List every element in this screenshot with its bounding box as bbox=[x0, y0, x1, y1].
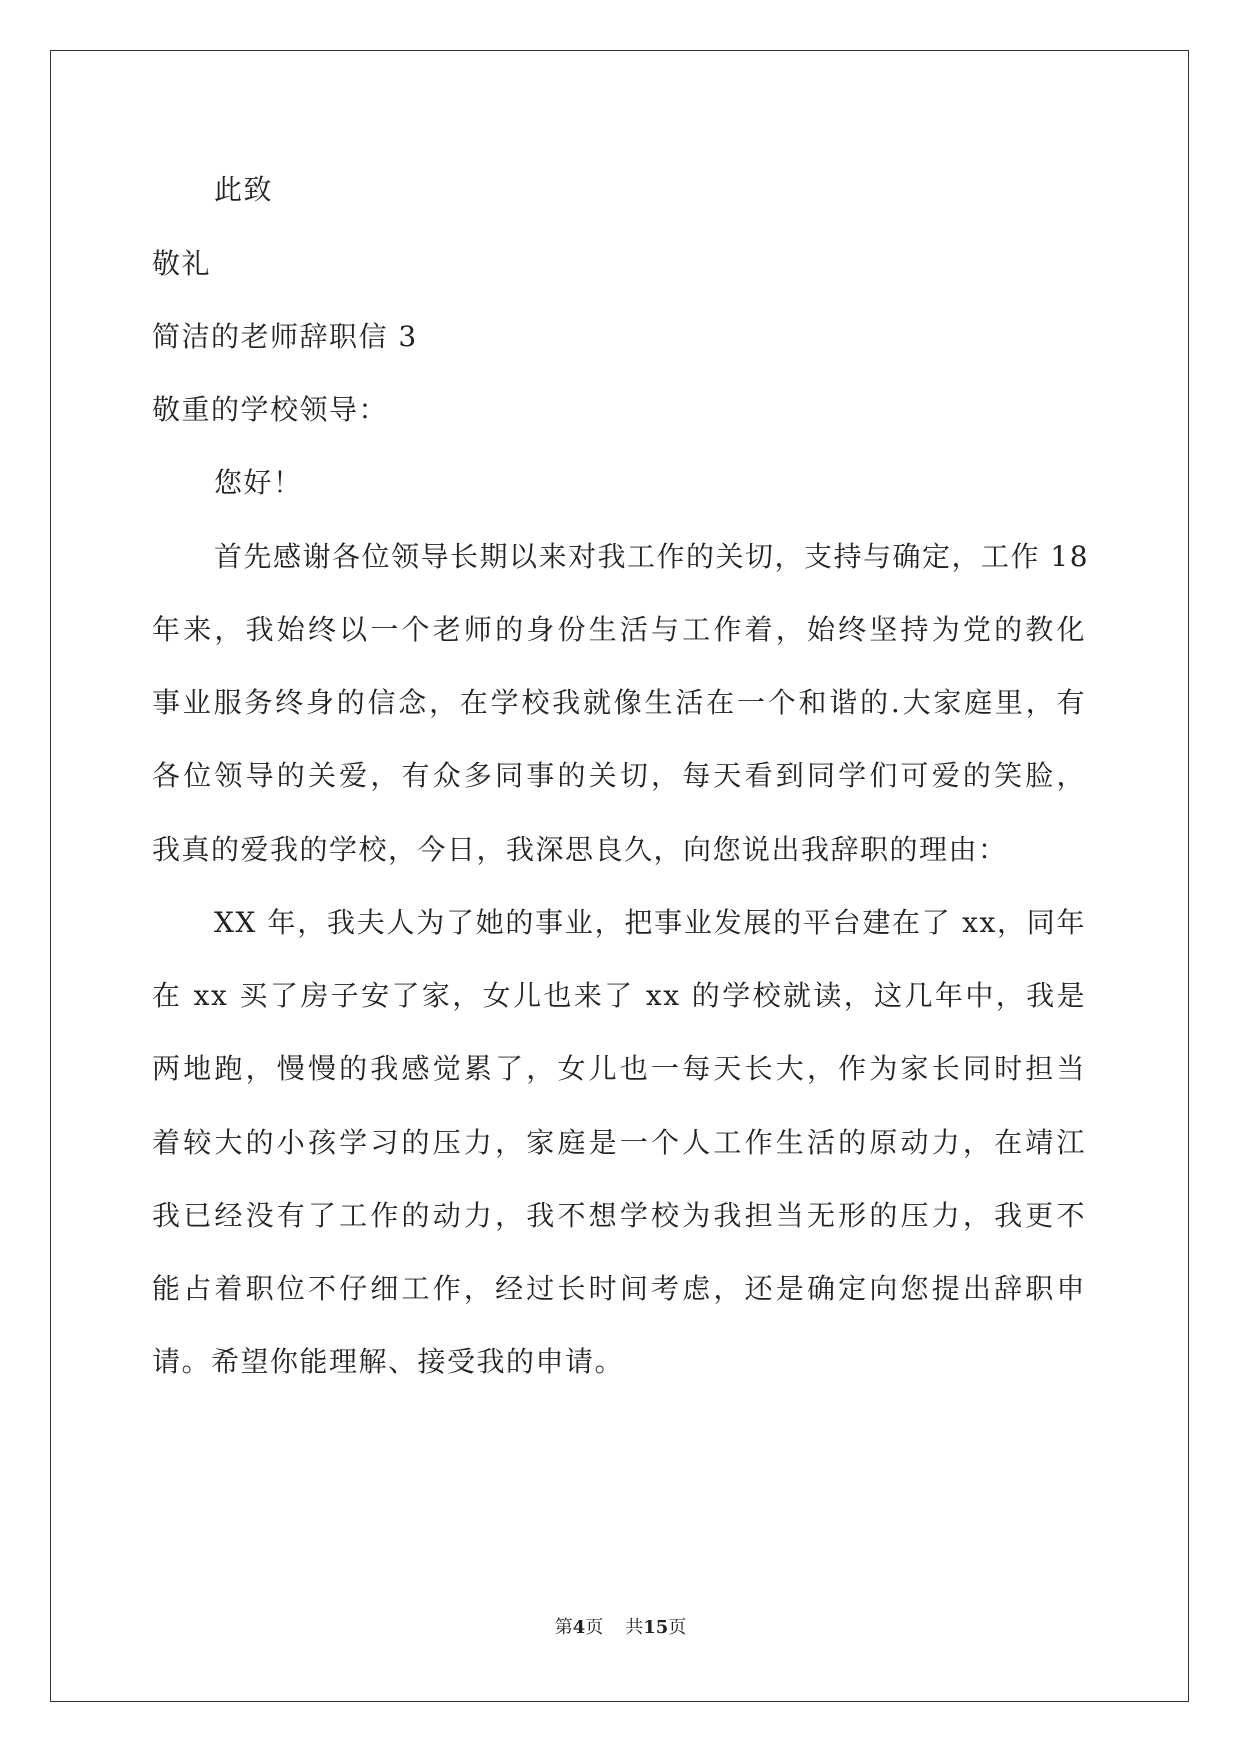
closing-salutation: 此致 bbox=[214, 173, 274, 206]
paragraph-1-line-1: 首先感谢各位领导长期以来对我工作的关切，支持与确定，工作 18 bbox=[214, 540, 1090, 573]
page-footer bbox=[0, 1616, 1241, 1640]
page-frame bbox=[50, 50, 1189, 1702]
paragraph-1-line-3: 事业服务终身的信念，在学校我就像生活在一个和谐的.大家庭里，有 bbox=[152, 686, 1086, 719]
paragraph-2-line-2: 在 xx 买了房子安了家，女儿也来了 xx 的学校就读，这几年中，我是 bbox=[152, 979, 1086, 1012]
page-label-suffix: 页 bbox=[585, 1617, 604, 1638]
paragraph-1-line-4: 各位领导的关爱，有众多同事的关切，每天看到同学们可爱的笑脸， bbox=[152, 759, 1086, 792]
letter-addressee: 敬重的学校领导： bbox=[152, 393, 389, 426]
current-page-number: 4 bbox=[572, 1617, 586, 1638]
section-title: 简洁的老师辞职信 3 bbox=[152, 320, 418, 353]
total-page-number: 15 bbox=[643, 1617, 669, 1638]
paragraph-2-line-7: 请。希望你能理解、接受我的申请。 bbox=[152, 1345, 625, 1378]
paragraph-2-line-5: 我已经没有了工作的动力，我不想学校为我担当无形的压力，我更不 bbox=[152, 1199, 1086, 1232]
total-label-prefix: 共 bbox=[625, 1617, 644, 1638]
paragraph-1-line-5: 我真的爱我的学校，今日，我深思良久，向您说出我辞职的理由： bbox=[152, 833, 1008, 866]
page-label-prefix: 第 bbox=[554, 1617, 573, 1638]
total-label-suffix: 页 bbox=[668, 1617, 687, 1638]
paragraph-2-line-4: 着较大的小孩学习的压力，家庭是一个人工作生活的原动力，在靖江 bbox=[152, 1126, 1086, 1159]
paragraph-2-line-3: 两地跑，慢慢的我感觉累了，女儿也一每天长大，作为家长同时担当 bbox=[152, 1052, 1086, 1085]
paragraph-2-line-6: 能占着职位不仔细工作，经过长时间考虑，还是确定向您提出辞职申 bbox=[152, 1272, 1086, 1305]
letter-greeting: 您好！ bbox=[214, 466, 303, 499]
closing-regards: 敬礼 bbox=[152, 247, 212, 280]
paragraph-1-line-2: 年来，我始终以一个老师的身份生活与工作着，始终坚持为党的教化 bbox=[152, 613, 1086, 646]
paragraph-2-line-1: XX 年，我夫人为了她的事业，把事业发展的平台建在了 xx，同年 bbox=[214, 906, 1086, 939]
